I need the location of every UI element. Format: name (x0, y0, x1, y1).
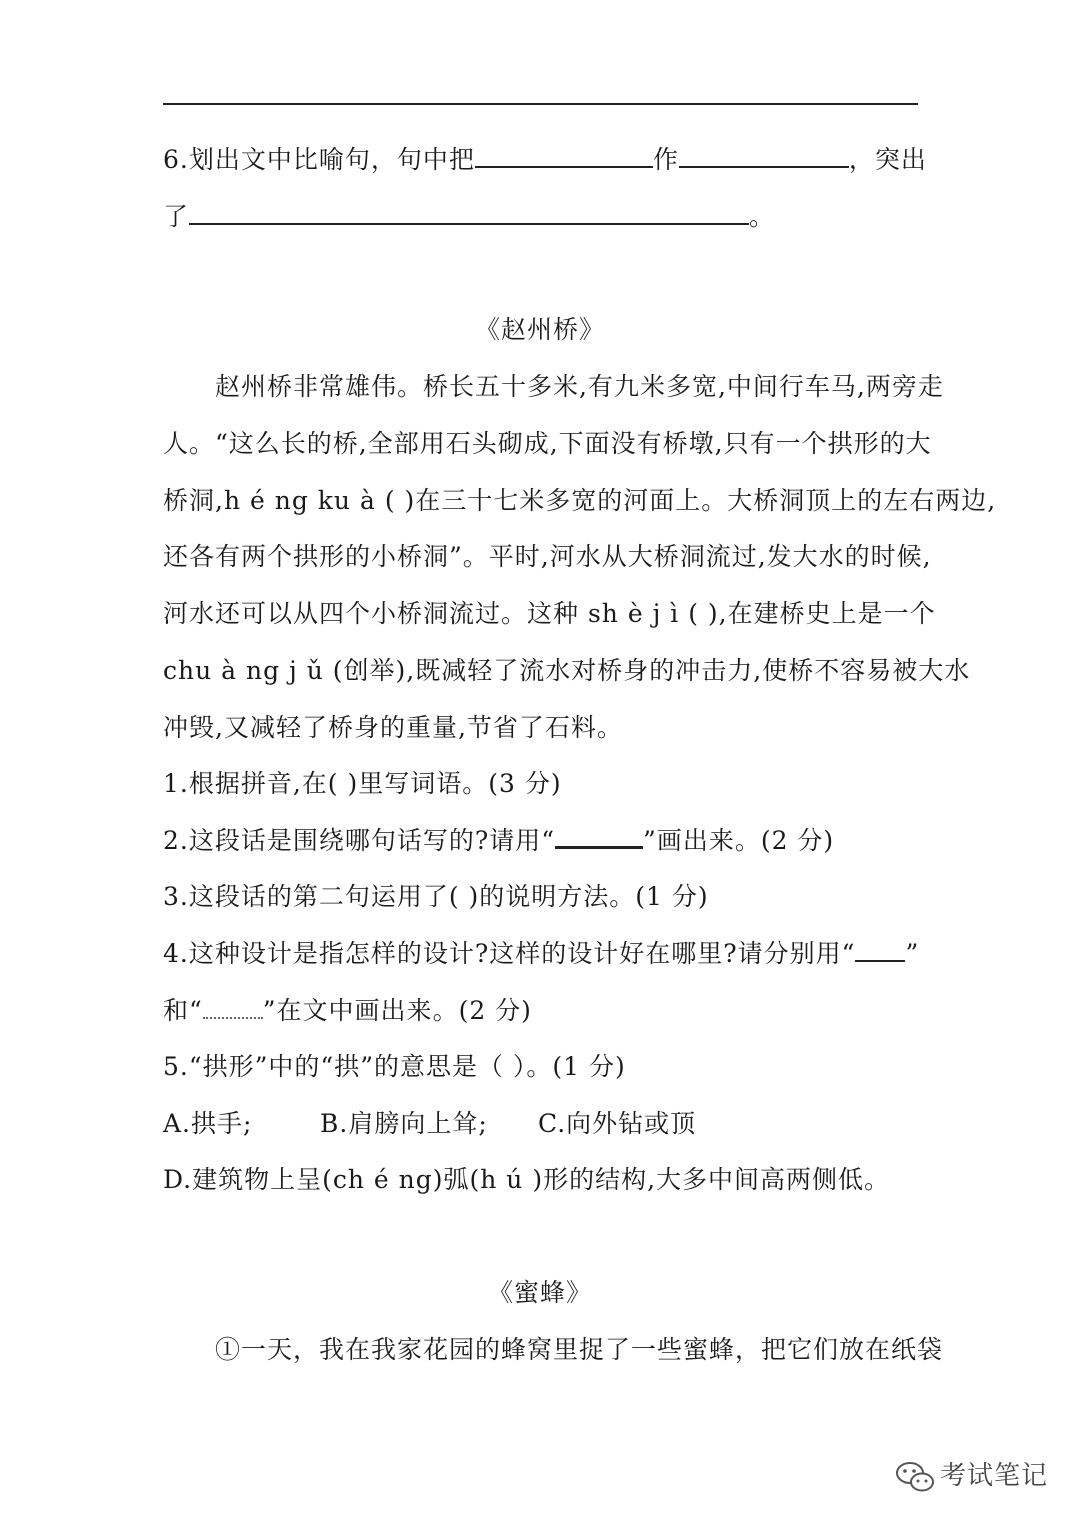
q4-text-a: 4.这种设计是指怎样的设计?这样的设计好在哪里?请分别用“ (163, 939, 856, 968)
option-c: C.向外钻或顶 (538, 1109, 697, 1138)
zhaozhou-line-5: 河水还可以从四个小桥洞流过。这种 sh è j ì ( ),在建桥史上是一个 (163, 599, 936, 628)
option-d: D.建筑物上呈(ch é ng)弧(h ú )形的结构,大多中间高两侧低。 (163, 1165, 891, 1194)
top-rule (163, 103, 918, 105)
q6-text2: 作 (652, 145, 679, 174)
q4-text-d: ”在文中画出来。(2 分) (262, 996, 532, 1025)
q6-line2 (163, 200, 775, 234)
q2-line-sample (555, 832, 643, 849)
zhaozhou-line-1: 赵州桥非常雄伟。桥长五十多米,有九米多宽,中间行车马,两旁走 (215, 372, 944, 401)
q6-blank2 (679, 144, 849, 168)
question-1: 1.根据拼音,在( )里写词语。(3 分) (163, 769, 562, 798)
zhaozhou-title: 《赵州桥》 (474, 315, 605, 344)
question-5: 5.“拱形”中的“拱”的意思是（ ）。(1 分) (163, 1052, 626, 1081)
question-3: 3.这段话的第二句运用了( )的说明方法。(1 分) (163, 882, 709, 911)
q6-text1: 6.划出文中比喻句，句中把 (163, 145, 475, 174)
q6-text5: 。 (749, 202, 776, 231)
q4-line-sample (855, 946, 905, 962)
zhaozhou-line-4: 还各有两个拱形的小桥洞”。平时,河水从大桥洞流过,发大水的时候, (163, 542, 932, 571)
zhaozhou-line-7: 冲毁,又减轻了桥身的重量,节省了石料。 (163, 713, 623, 742)
q6-text4: 了 (163, 202, 190, 231)
watermark-text: 考试笔记 (940, 1461, 1049, 1491)
zhaozhou-line-6: chu à ng j ǔ (创举),既减轻了流水对桥身的冲击力,使桥不容易被大水 (163, 656, 971, 685)
zhaozhou-line-2: 人。“这么长的桥,全部用石头砌成,下面没有桥墩,只有一个拱形的大 (163, 429, 932, 458)
zhaozhou-line-3: 桥洞,h é ng ku à ( )在三十七米多宽的河面上。大桥洞顶上的左右两边, (163, 486, 997, 515)
q6-line1 (163, 143, 927, 177)
wechat-icon (895, 1460, 935, 1494)
q4-wavy-sample (203, 1007, 263, 1019)
q2-text-a: 2.这段话是围绕哪句话写的?请用“ (163, 826, 556, 855)
option-a: A.拱手; (163, 1109, 253, 1138)
q6-blank3 (189, 201, 749, 225)
mifeng-title: 《蜜蜂》 (487, 1278, 592, 1307)
question-4-line2 (163, 994, 923, 1028)
question-4-line1 (163, 937, 923, 971)
mifeng-line-1: ①一天，我在我家花园的蜂窝里捉了一些蜜蜂，把它们放在纸袋 (215, 1335, 944, 1364)
q4-text-b: ” (905, 939, 920, 968)
question-2 (163, 824, 923, 858)
q6-blank1 (475, 144, 653, 168)
q4-text-c: 和“ (163, 996, 203, 1025)
q6-text3: ，突出 (848, 145, 927, 174)
q2-text-b: ”画出来。(2 分) (643, 826, 835, 855)
option-b: B.肩膀向上耸; (320, 1109, 488, 1138)
